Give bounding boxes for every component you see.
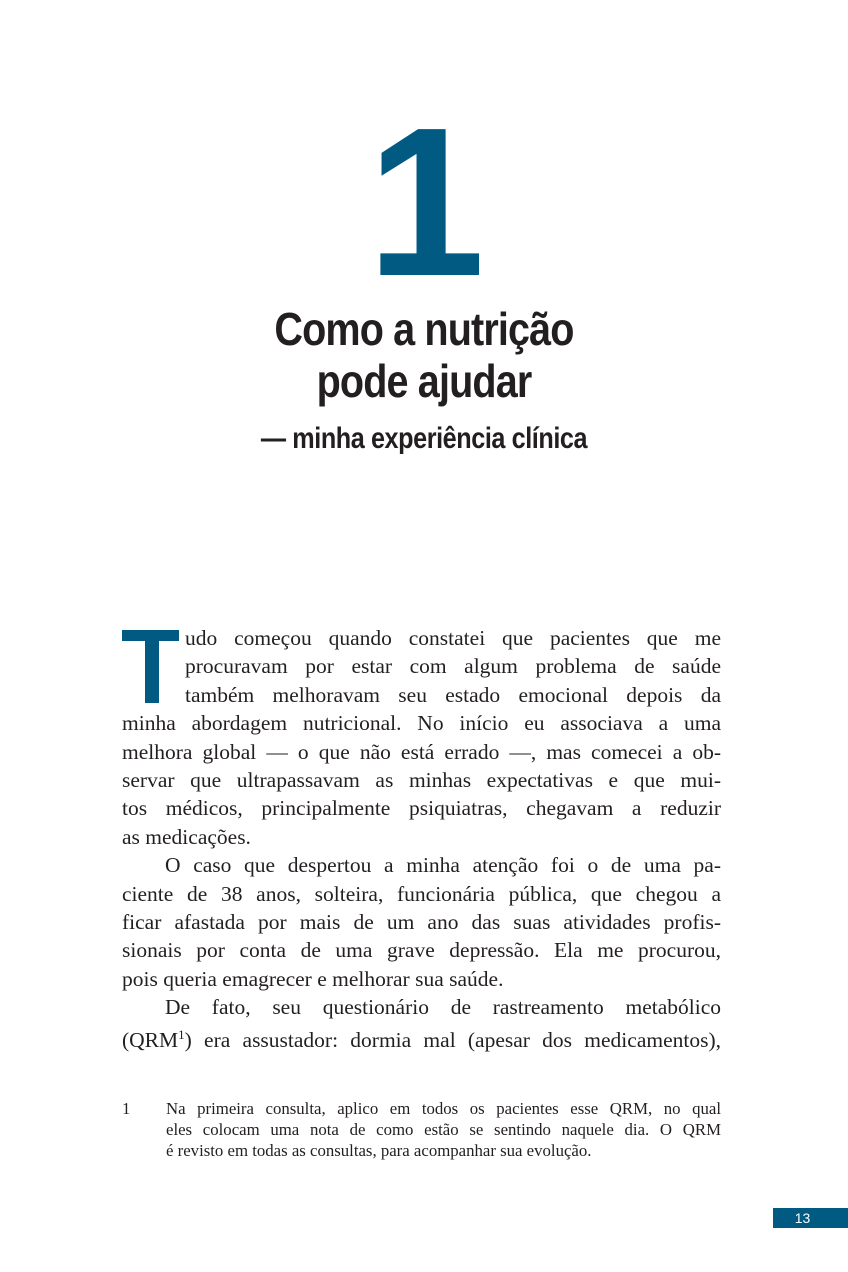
text-line: minha abordagem nutricional. No início eu associava a uma bbox=[122, 711, 721, 736]
text-line: udo começou quando constatei que pacientes que me bbox=[185, 626, 721, 650]
paragraph-3 bbox=[122, 993, 721, 1053]
footnote-line: Na primeira consulta, aplico em todos os pacientes esse QRM, no qual bbox=[166, 1099, 721, 1118]
text-line: pois queria emagrecer e melhorar sua saúde. bbox=[122, 966, 504, 991]
footnote-line: eles colocam uma nota de como estão se sentindo naquele dia. O QRM bbox=[166, 1120, 721, 1139]
page-number: 13 bbox=[773, 1208, 848, 1228]
footnote-ref[interactable]: 1 bbox=[178, 1027, 185, 1043]
text-line: O caso que despertou a minha atenção foi o de uma pa- bbox=[165, 853, 721, 878]
footnote-text bbox=[166, 1098, 721, 1161]
footnote-line: é revisto em todas as consultas, para acompanhar sua evolução. bbox=[166, 1141, 592, 1160]
paragraph-2 bbox=[122, 851, 721, 993]
text-line: as medicações. bbox=[122, 824, 251, 849]
text-line: procuravam por estar com algum problema de saúde bbox=[185, 654, 721, 679]
chapter-title bbox=[59, 303, 788, 407]
text-line: ciente de 38 anos, solteira, funcionária pública, que chegou a bbox=[122, 881, 721, 906]
text-line: melhora global — o que não está errado —, mas comecei a ob- bbox=[122, 739, 721, 764]
chapter-subtitle: — minha experiência clínica bbox=[260, 422, 588, 455]
chapter-title-line: Como a nutrição bbox=[274, 303, 574, 355]
text-line: tos médicos, principalmente psiquiatras, chegavam a reduzir bbox=[122, 796, 721, 821]
dropcap bbox=[122, 630, 182, 705]
paragraph-1 bbox=[122, 624, 721, 851]
body-text bbox=[122, 624, 721, 1053]
text-line: De fato, seu questionário de rastreamento metabólico bbox=[165, 995, 721, 1020]
text-line: servar que ultrapassavam as minhas expectativas e que mui- bbox=[122, 767, 721, 792]
text-fragment: ) era assustador: dormia mal (apesar dos medicamentos), bbox=[184, 1028, 721, 1053]
text-line bbox=[122, 1021, 721, 1053]
chapter-number: 1 bbox=[367, 83, 481, 320]
text-line: também melhoravam seu estado emocional depois da bbox=[185, 682, 721, 707]
chapter-title-line: pode ajudar bbox=[316, 355, 532, 407]
footnote-number: 1 bbox=[122, 1099, 131, 1118]
text-fragment: (QRM bbox=[122, 1028, 179, 1053]
text-line: sionais por conta de uma grave depressão. Ela me procurou, bbox=[122, 938, 721, 963]
dropcap-stem bbox=[145, 630, 159, 703]
text-line: ficar afastada por mais de um ano das suas atividades profis- bbox=[122, 909, 721, 934]
